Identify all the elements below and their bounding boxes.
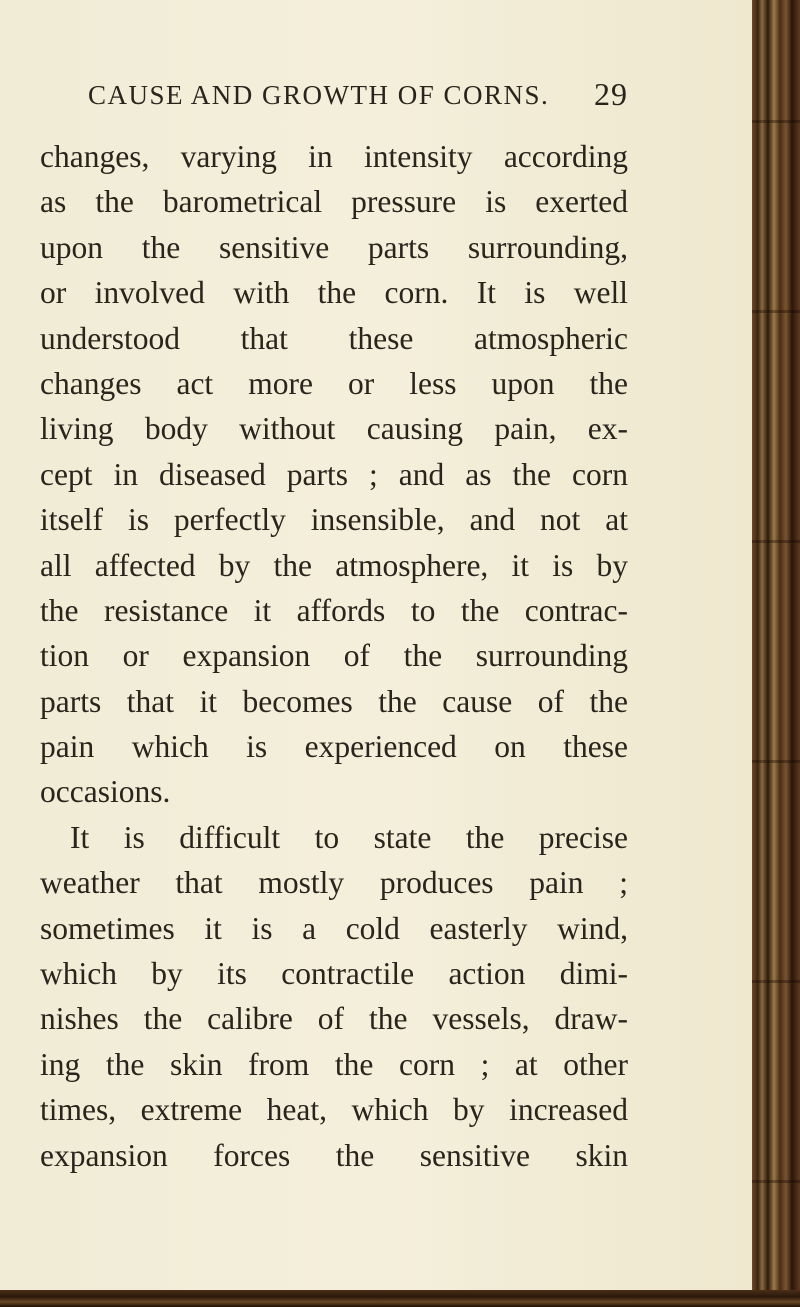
text-line: weather that mostly produces pain ; (40, 865, 628, 901)
book-spine-edge (752, 0, 800, 1307)
page-header (88, 76, 628, 120)
text-line: the resistance it affords to the contrac- (40, 592, 628, 628)
text-line: nishes the calibre of the vessels, draw- (40, 1001, 628, 1037)
text-line: or involved with the corn. It is well (40, 275, 628, 311)
edge-stripe (752, 980, 800, 983)
text-line: all affected by the atmosphere, it is by (40, 547, 628, 583)
text-line: itself is perfectly insensible, and not at (40, 502, 628, 538)
edge-stripe (752, 120, 800, 123)
page-number: 29 (594, 76, 628, 112)
text-line: occasions. (40, 774, 171, 810)
book-bottom-edge (0, 1290, 800, 1307)
text-line: which by its contractile action dimi- (40, 956, 628, 992)
running-head: CAUSE AND GROWTH OF CORNS. (88, 80, 550, 110)
text-line: sometimes it is a cold easterly wind, (40, 910, 628, 946)
edge-stripe (752, 540, 800, 543)
edge-stripe (752, 310, 800, 313)
text-line: changes act more or less upon the (40, 365, 628, 401)
edge-stripe (752, 1180, 800, 1183)
text-line: tion or expansion of the surrounding (40, 638, 628, 674)
text-line: parts that it becomes the cause of the (40, 683, 628, 719)
text-line: understood that these atmospheric (40, 320, 628, 356)
text-line: times, extreme heat, which by increased (40, 1092, 628, 1128)
text-line: expansion forces the sensitive skin (40, 1137, 628, 1173)
text-line: cept in diseased parts ; and as the corn (40, 456, 628, 492)
text-line: as the barometrical pressure is exerted (40, 184, 628, 220)
text-line: living body without causing pain, ex- (40, 411, 628, 447)
text-line: upon the sensitive parts surrounding, (40, 229, 628, 265)
text-line: It is difficult to state the precise (70, 819, 628, 855)
text-line: changes, varying in intensity according (40, 139, 628, 174)
body-text (40, 134, 628, 1178)
edge-stripe (752, 760, 800, 763)
text-line: pain which is experienced on these (40, 729, 628, 765)
text-line: ing the skin from the corn ; at other (40, 1046, 628, 1082)
